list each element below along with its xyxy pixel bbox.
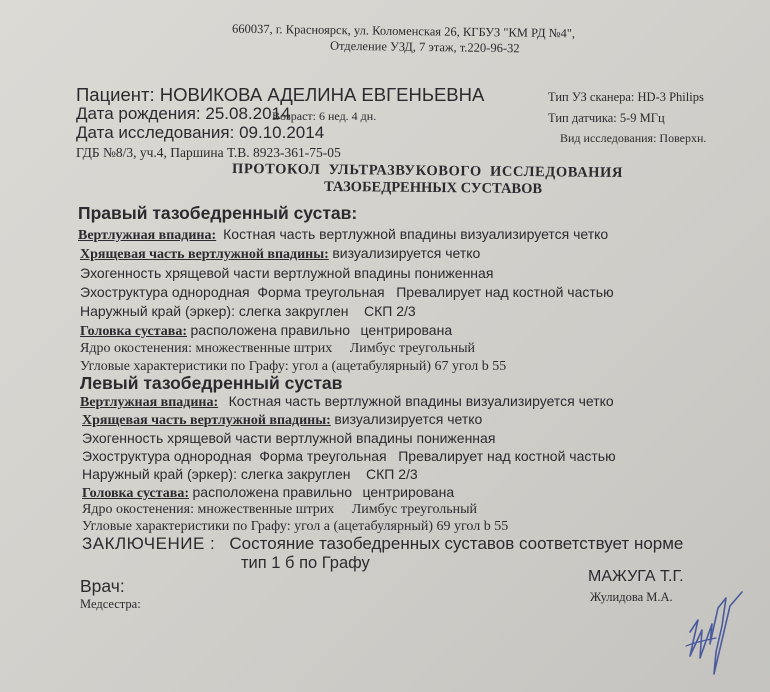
left-echostructure: Эхоструктура однородная [82, 448, 252, 464]
left-cartilage-label: Хрящевая часть вертлужной впадины: [82, 413, 331, 428]
left-prevails: Превалирует над костной частью [398, 448, 616, 464]
right-head-text: расположена правильно [190, 322, 351, 338]
conclusion-row [82, 534, 683, 554]
left-ossification-row [82, 502, 477, 518]
nurse-label: Медсестра: [80, 597, 141, 611]
right-cartilage-text: визуализируется четко [332, 245, 481, 261]
left-joint-heading: Левый тазобедренный сустав [80, 373, 343, 393]
protocol-title-2: ТАЗОБЕДРЕННЫХ СУСТАВОВ [323, 178, 543, 198]
patient-name: Пациент: НОВИКОВА АДЕЛИНА ЕВГЕНЬЕВНА [76, 84, 485, 105]
left-acetabulum-label: Вертлужная впадина: [80, 395, 219, 410]
right-ossification-row [80, 341, 475, 357]
left-form: Форма треугольная [259, 448, 387, 464]
referral-info: ГДБ №8/3, уч.4, Паршина Т.В. 8923-361-75-05 [76, 145, 341, 160]
left-head-text2: центрирована [362, 484, 455, 500]
scanner-type [548, 90, 704, 105]
birth-date: Дата рождения: 25.08.2014 [76, 104, 291, 123]
right-form: Форма треугольная [257, 284, 385, 300]
probe-type: Тип датчика: 5-9 МГц [548, 111, 665, 125]
right-skp: СКП 2/3 [364, 303, 416, 319]
exam-date: Дата исследования: 09.10.2014 [76, 123, 325, 142]
left-echogenicity: Эхогенность хрящевой части вертлужной впадины пониженная [82, 430, 496, 446]
right-prevails: Превалирует над костной частью [396, 284, 614, 300]
conclusion-text-2: тип 1 б по Графу [241, 554, 370, 572]
left-head-label: Головка сустава: [82, 486, 189, 501]
left-cartilage-text: визуализируется четко [334, 411, 483, 427]
age: Возраст: 6 нед. 4 дн. [272, 109, 377, 123]
right-acetabulum-row [78, 226, 608, 244]
doctor-name: МАЖУГА Т.Г. [588, 568, 684, 585]
right-outer-edge-row [80, 303, 416, 319]
right-head-row [80, 322, 452, 340]
right-head-label: Головка сустава: [80, 324, 187, 339]
right-acetabulum-label: Вертлужная впадина: [78, 228, 217, 243]
left-outer-edge-row [82, 466, 418, 482]
right-cartilage-label: Хрящевая часть вертлужной впадины: [80, 247, 329, 262]
right-acetabulum-text: Костная часть вертлужной впадины визуализируется четко [223, 226, 609, 242]
conclusion-label: ЗАКЛЮЧЕНИЕ : [82, 534, 216, 553]
scanner-type-text: Тип УЗ сканера: HD-3 Philips [548, 90, 704, 104]
left-angles: Угловые характеристики по Графу: угол а (ацетабулярный) 69 угол b 55 [82, 519, 509, 534]
right-angles: Угловые характеристики по Графу: угол а (ацетабулярный) 67 угол b 55 [80, 359, 507, 374]
left-echostructure-row [82, 448, 616, 464]
right-echogenicity: Эхогенность хрящевой части вертлужной впадины пониженная [80, 265, 494, 281]
left-head-text: расположена правильно [192, 484, 353, 500]
right-echostructure: Эхоструктура однородная [80, 284, 250, 300]
right-limbus: Лимбус треугольный [349, 341, 476, 356]
protocol-title-1: ПРОТОКОЛ УЛЬТРАЗВУКОВОГО ИССЛЕДОВАНИЯ [231, 160, 624, 182]
left-acetabulum-row [80, 393, 614, 411]
left-cartilage-row [82, 411, 482, 429]
address-line-1: 660037, г. Красноярск, ул. Коломенская 26, КГБУЗ "КМ РД №4", [231, 21, 576, 41]
doctor-label: Врач: [80, 576, 125, 596]
right-joint-heading: Правый тазобедренный сустав: [78, 203, 358, 223]
nurse-name: Жулидова М.А. [590, 590, 673, 604]
handwritten-signature [676, 586, 756, 682]
right-head-text2: центрирована [360, 322, 453, 338]
conclusion-text: Состояние тазобедренных суставов соответствует норме [229, 534, 684, 553]
left-limbus: Лимбус треугольный [351, 502, 478, 517]
left-skp: СКП 2/3 [366, 466, 418, 482]
address-line-2: Отделение УЗД, 7 этаж, т.220-96-32 [329, 38, 520, 56]
left-outer-edge: Наружный край (эркер): слегка закруглен [82, 466, 351, 482]
right-cartilage-row [80, 245, 480, 263]
right-echostructure-row [80, 284, 614, 300]
exam-type: Вид исследования: Поверхн. [560, 131, 707, 145]
left-ossification: Ядро окостенения: множественные штрих [82, 502, 335, 517]
right-outer-edge: Наружный край (эркер): слегка закруглен [80, 303, 349, 319]
left-head-row [82, 484, 454, 502]
right-ossification: Ядро окостенения: множественные штрих [80, 341, 333, 356]
left-acetabulum-text: Костная часть вертлужной впадины визуализируется четко [228, 393, 614, 409]
signature-stroke [690, 592, 742, 674]
